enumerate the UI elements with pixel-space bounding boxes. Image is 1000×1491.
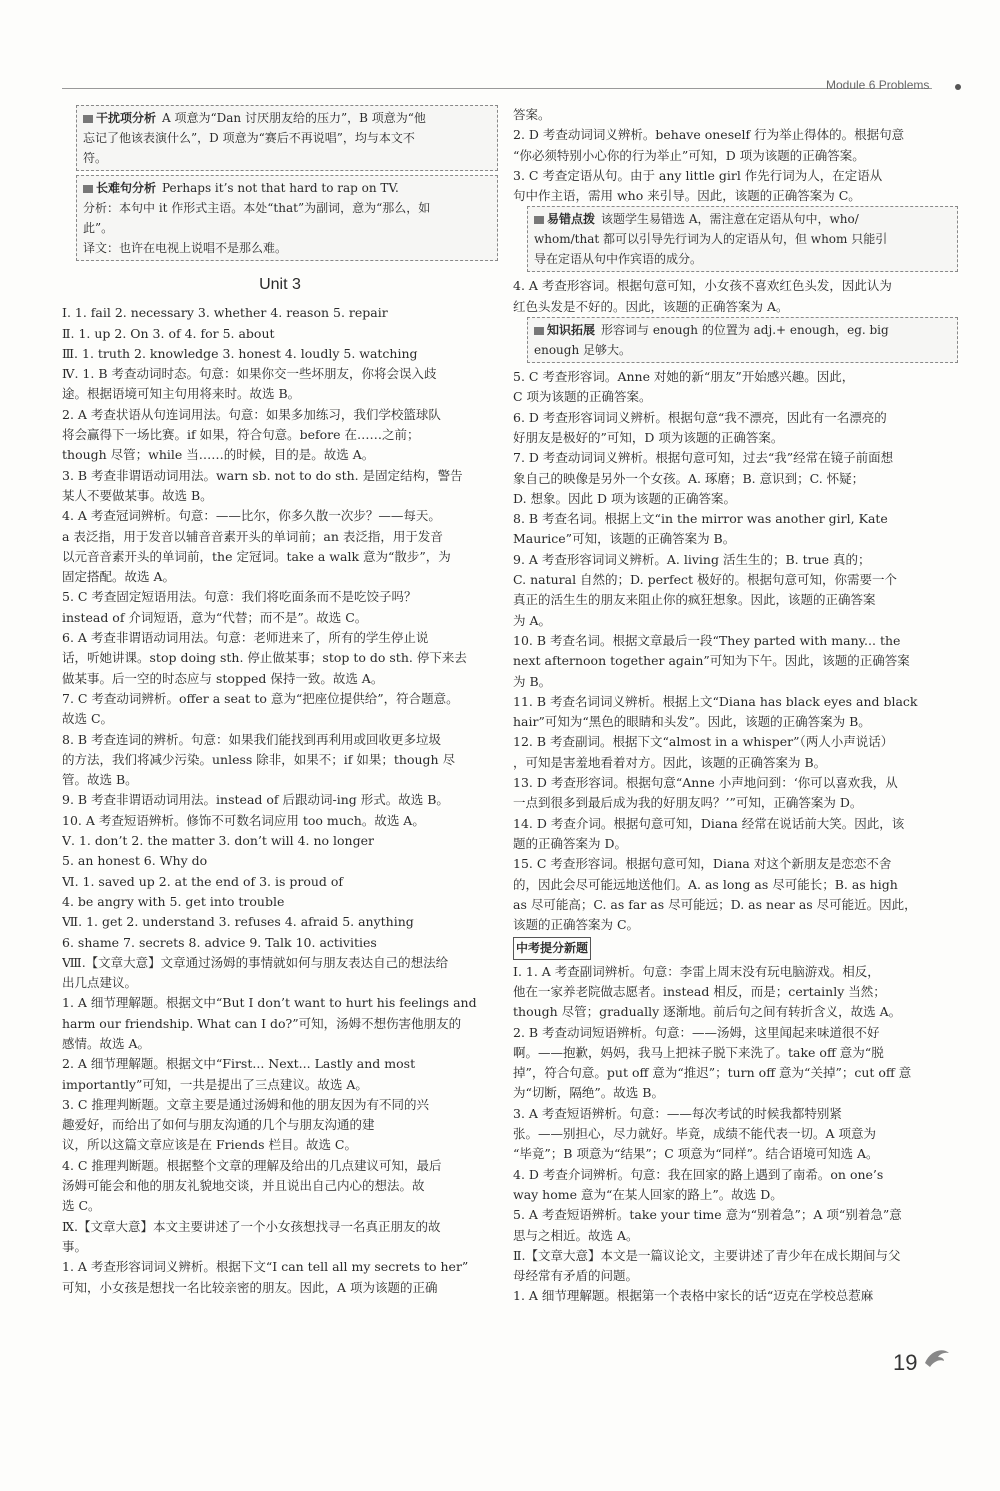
answer-line: 13. D 考查形容词。根据句意“Anne 小声地问到：‘你可以喜欢我，从	[513, 775, 898, 791]
answer-line: 5. C 考查固定短语用法。句意：我们将吃面条而不是吃饺子吗？	[62, 589, 417, 605]
box-line: A 项意为“Dan 讨厌朋友给的压力”，B 项意为“他	[162, 111, 426, 125]
answer-line: 2. A 细节理解题。根据文中“First... Next... Lastly and most	[62, 1056, 416, 1072]
answer-line: 某人不要做某事。故选 B。	[62, 487, 213, 503]
box-tag: 易错点拨	[534, 209, 595, 229]
answer-line: 他在一家养老院做志愿者。instead 相反，而是；certainly 当然；	[513, 983, 886, 999]
answer-line: 3. B 考查非谓语动词用法。warn sb. not to do sth. 是固定结构，警告	[62, 467, 463, 483]
answer-line: 14. D 考查介词。根据句意可知，Diana 经常在说话前大笑。因此，该	[513, 815, 905, 831]
box-line: 该题学生易错选 A，需注意在定语从句中，who/	[601, 212, 859, 227]
answer-line: 议，所以这篇文章应该是在 Friends 栏目。故选 C。	[62, 1137, 357, 1153]
answer-line: 5. an honest 6. Why do	[62, 853, 208, 869]
answer-line: 1. A 考查形容词词义辨析。根据下文“I can tell all my secrets to her”	[62, 1259, 469, 1275]
answer-line: 12. B 考查副词。根据下文“almost in a whisper”（两人小声说话）	[513, 734, 894, 750]
answer-line: D. 想象。因此 D 项为该题的正确答案。	[513, 490, 736, 506]
answer-line: hair”可知为“黑色的眼睛和头发”。因此，该题的正确答案为 B。	[513, 714, 871, 730]
distractor-analysis-box	[76, 105, 498, 171]
box-tag: 干扰项分析	[83, 108, 156, 128]
answer-line: though 尽管；gradually 逐渐地。前后句之间有转折含义，故选 A。	[513, 1004, 902, 1020]
answer-line: Ⅳ. 1. B 考查动词时态。句意：如果你交一些坏朋友，你将会误入歧	[62, 366, 437, 382]
answer-line: Ⅵ. 1. saved up 2. at the end of 3. is proud of	[62, 873, 344, 889]
answer-line: 为“切断，隔绝”。故选 B。	[513, 1085, 664, 1101]
answer-line: 张。——别担心，尽力就好。毕竟，成绩不能代表一切。A 项意为	[513, 1126, 877, 1142]
box-tag: 长难句分析	[83, 178, 156, 198]
answer-line: 掉”，符合句意。put off 意为“推迟”；turn off 意为“关掉”；cut off 意	[513, 1065, 912, 1081]
answer-line: 象自己的映像是另外一个女孩。A. 琢磨；B. 意识到；C. 怀疑；	[513, 470, 865, 486]
box-line: Perhaps it’s not that hard to rap on TV.	[162, 181, 399, 195]
answer-line: 为 B。	[513, 673, 552, 689]
answer-line: though 尽管；while 当……的时候，目的是。故选 A。	[62, 447, 375, 463]
answer-line: 红色头发是不好的。因此，该题的正确答案为 A。	[513, 298, 789, 314]
answer-line: 3. C 考查定语从句。由于 any little girl 作先行词为人，在定语从	[513, 167, 883, 183]
left-column	[62, 105, 498, 1298]
answer-line: 出几点建议。	[62, 975, 138, 991]
answer-line: 真正的活生生的朋友来阻止你的疯狂想象。因此，该题的正确答案	[513, 592, 876, 608]
answer-line: 1. A 细节理解题。根据文中“But I don’t want to hurt his feelings and	[62, 995, 477, 1011]
answer-line: 啊。——抱歉，妈妈，我马上把袜子脱下来洗了。take off 意为“脱	[513, 1044, 884, 1060]
answer-line: instead of 介词短语，意为“代替；而不是”。故选 C。	[62, 609, 368, 625]
answer-line: 可知，小女孩是想找一名比较亲密的朋友。因此，A 项为该题的正确	[62, 1279, 438, 1295]
answer-line: importantly”可知，一共是提出了三点建议。故选 A。	[62, 1076, 368, 1092]
dolphin-icon	[922, 1343, 952, 1373]
answer-line: ，可知是害羞地看着对方。因此，该题的正确答案为 B。	[513, 754, 827, 770]
answer-lines	[513, 276, 958, 317]
answer-line: 11. B 考查名词词义辨析。根据上文“Diana has black eyes and black	[513, 693, 918, 709]
answer-line: 6. D 考查形容词词义辨析。根据句意“我不漂亮，因此有一名漂亮的	[513, 409, 887, 425]
box-line: 导在定语从句中作宾语的成分。	[534, 252, 703, 267]
answer-line: 做某事。后一空的时态应与 stopped 保持一致。故选 A。	[62, 670, 384, 686]
right-column	[513, 105, 958, 1307]
running-header: Module 6 Problems	[826, 78, 930, 92]
answer-line: 事。	[62, 1238, 88, 1254]
answer-line: 将会赢得下一场比赛。if 如果，符合句意。before 在……之前；	[62, 427, 420, 443]
answer-line: 母经常有矛盾的问题。	[513, 1268, 639, 1284]
answer-line: 2. D 考查动词词义辨析。behave oneself 行为举止得体的。根据句意	[513, 127, 905, 143]
answer-line: 4. A 考查冠词辨析。句意：——比尔，你多久散一次步？——每天。	[62, 508, 441, 524]
answer-line: 故选 C。	[62, 711, 114, 727]
answer-lines	[513, 105, 958, 206]
answer-line: 思与之相近。故选 A。	[513, 1227, 639, 1243]
answer-line: 15. C 考查形容词。根据句意可知，Diana 对这个新朋友是恋恋不舍	[513, 856, 892, 872]
answer-line: Ⅱ.【文章大意】本文是一篇议论文，主要讲述了青少年在成长期间与父	[513, 1247, 901, 1263]
answer-line: Ⅸ.【文章大意】本文主要讲述了一个小女孩想找寻一名真正朋友的故	[62, 1218, 441, 1234]
box-line: 此”。	[83, 221, 114, 235]
answer-line: 答案。	[513, 107, 551, 122]
answer-line: 10. B 考查名词。根据文章最后一段“They parted with many... the	[513, 632, 901, 648]
answer-line: 10. A 考查短语辨析。修饰不可数名词应用 too much。故选 A。	[62, 812, 425, 828]
answer-line: 3. C 推理判断题。文章主要是通过汤姆和他的朋友因为有不同的兴	[62, 1096, 429, 1112]
answer-line: 7. D 考查动词词义辨析。根据句意可知，过去“我”经常在镜子前面想	[513, 450, 894, 466]
answer-line: 趣爱好，而给出了如何与朋友沟通的几个与朋友沟通的建	[62, 1117, 375, 1133]
header-rule	[62, 88, 932, 89]
answer-line: 4. C 推理判断题。根据整个文章的理解及给出的几点建议可知，最后	[62, 1157, 442, 1173]
section-tag: 中考提分新题	[513, 937, 591, 959]
answer-line: as 尽可能高；C. as far as 尽可能远；D. as near as 尽可能近。因此，	[513, 896, 917, 912]
answer-line: “你必须特别小心你的行为举止”可知，D 项为该题的正确答案。	[513, 147, 865, 163]
answer-line: 2. A 考查状语从句连词用法。句意：如果多加练习，我们学校篮球队	[62, 406, 441, 422]
answer-line: 固定搭配。故选 A。	[62, 569, 176, 585]
answer-line: 1. A 细节理解题。根据第一个表格中家长的话“迈克在学校总惹麻	[513, 1288, 874, 1304]
answer-line: 该题的正确答案为 C。	[513, 917, 640, 933]
answer-line: 7. C 考查动词辨析。offer a seat to 意为“把座位提供给”，符合题意。	[62, 690, 459, 706]
box-line: 符。	[83, 151, 108, 165]
answer-line: C 项为该题的正确答案。	[513, 389, 652, 405]
answer-line: Ⅶ. 1. get 2. understand 3. refuses 4. afraid 5. anything	[62, 914, 414, 930]
answer-line: way home 意为“在某人回家的路上”。故选 D。	[513, 1186, 783, 1202]
answer-line: 4. D 考查介词辨析。句意：我在回家的路上遇到了南希。on one’s	[513, 1166, 884, 1182]
answer-line: 9. A 考查形容词词义辨析。A. living 活生生的；B. true 真的；	[513, 551, 871, 567]
answer-line: 4. be angry with 5. get into trouble	[62, 893, 285, 909]
answer-line: 6. A 考查非谓语动词用法。句意：老师进来了，所有的学生停止说	[62, 630, 429, 646]
box-tag: 知识拓展	[534, 320, 595, 340]
answer-line: 话，听她讲课。stop doing sth. 停止做某事；stop to do sth. 停下来去	[62, 650, 467, 666]
answer-line: 感情。故选 A。	[62, 1035, 151, 1051]
answer-line: 题的正确答案为 D。	[513, 835, 627, 851]
answer-lines	[62, 303, 498, 1298]
answer-line: Ⅰ. 1. fail 2. necessary 3. whether 4. reason 5. repair	[62, 305, 388, 321]
answer-line: 管。故选 B。	[62, 772, 138, 788]
header-bullet	[955, 84, 961, 90]
answer-line: Ⅱ. 1. up 2. On 3. of 4. for 5. about	[62, 325, 275, 341]
answer-line: 的方法，我们将减少污染。unless 除非，如果不；if 如果；though 尽	[62, 751, 456, 767]
answer-line: 4. A 考查形容词。根据句意可知，小女孩不喜欢红色头发，因此认为	[513, 278, 892, 294]
box-line: whom/that 都可以引导先行词为人的定语从句，但 whom 只能引	[534, 232, 888, 247]
box-line: 形容词与 enough 的位置为 adj.+ enough，eg. big	[601, 323, 889, 338]
answer-line: 以元音音素开头的单词前，the 定冠词。take a walk 意为“散步”，为	[62, 548, 451, 564]
answer-line: 途。根据语境可知主句用将来时。故选 B。	[62, 386, 301, 402]
answer-line: 汤姆可能会和他的朋友礼貌地交谈，并且说出自己内心的想法。故	[62, 1178, 425, 1194]
answer-line: next afternoon together again”可知为下午。因此，该题的正确答案	[513, 653, 910, 669]
answer-line: 3. A 考查短语辨析。句意：——每次考试的时候我都特别紧	[513, 1105, 842, 1121]
answer-lines	[513, 962, 958, 1307]
unit-title: Unit 3	[259, 276, 301, 293]
answer-line: 的，因此会尽可能远地送他们。A. as long as 尽可能长；B. as high	[513, 876, 898, 892]
box-line: 译文：也许在电视上说唱不是那么难。	[83, 241, 288, 255]
answer-line: Ⅷ.【文章大意】文章通过汤姆的事情就如何与朋友表达自己的想法给	[62, 954, 449, 970]
box-line: enough 足够大。	[534, 343, 632, 358]
answer-line: a 表泛指，用于发音以辅音音素开头的单词前；an 表泛指，用于发音	[62, 528, 443, 544]
answer-line: Ⅰ. 1. A 考查副词辨析。句意：李雷上周末没有玩电脑游戏。相反，	[513, 963, 880, 979]
answer-line: 8. B 考查名词。根据上文“in the mirror was another girl, Kate	[513, 511, 888, 527]
knowledge-extension-box	[527, 317, 958, 363]
answer-line: harm our friendship. What can I do?”可知，汤姆不想伤害他朋友的	[62, 1015, 462, 1031]
answer-line: Ⅲ. 1. truth 2. knowledge 3. honest 4. loudly 5. watching	[62, 345, 418, 361]
answer-line: 8. B 考查连词的辨析。句意：如果我们能找到再利用或回收更多垃圾	[62, 731, 442, 747]
box-line: 忘记了他该表演什么”，D 项意为“赛后不再说唱”，均与本文不	[83, 131, 415, 145]
answer-line: Maurice”可知，该题的正确答案为 B。	[513, 531, 736, 547]
answer-line: Ⅴ. 1. don’t 2. the matter 3. don’t will 4. no longer	[62, 833, 374, 849]
answer-line: 句中作主语，需用 who 来引导。因此，该题的正确答案为 C。	[513, 188, 861, 204]
answer-line: 选 C。	[62, 1198, 101, 1214]
answer-line: “毕竟”；B 项意为“结果”；C 项意为“同样”。结合语境可知选 A。	[513, 1146, 879, 1162]
answer-line: 好朋友是极好的”可知，D 项为该题的正确答案。	[513, 429, 784, 445]
answer-line: 5. A 考查短语辨析。take your time 意为“别着急”；A 项“别着急”意	[513, 1207, 902, 1223]
error-tip-box	[527, 206, 958, 272]
answer-lines	[513, 367, 958, 935]
answer-line: 一点到很多到最后成为我的好朋友吗？’”可知，正确答案为 D。	[513, 795, 863, 811]
page-number: 19	[893, 1350, 918, 1375]
box-line: 分析：本句中 it 作形式主语。本处“that”为副词，意为“那么，如	[83, 201, 431, 215]
answer-line: 5. C 考查形容词。Anne 对她的新“朋友”开始感兴趣。因此，	[513, 369, 855, 385]
answer-line: 9. B 考查非谓语动词用法。instead of 后跟动词-ing 形式。故选 B。	[62, 792, 449, 808]
answer-line: C. natural 自然的；D. perfect 极好的。根据句意可知，你需要一个	[513, 572, 897, 588]
answer-line: 为 A。	[513, 612, 552, 628]
answer-line: 6. shame 7. secrets 8. advice 9. Talk 10. activities	[62, 934, 377, 950]
answer-line: 2. B 考查动词短语辨析。句意：——汤姆，这里闻起来味道很不好	[513, 1024, 880, 1040]
long-sentence-analysis-box	[76, 175, 498, 261]
